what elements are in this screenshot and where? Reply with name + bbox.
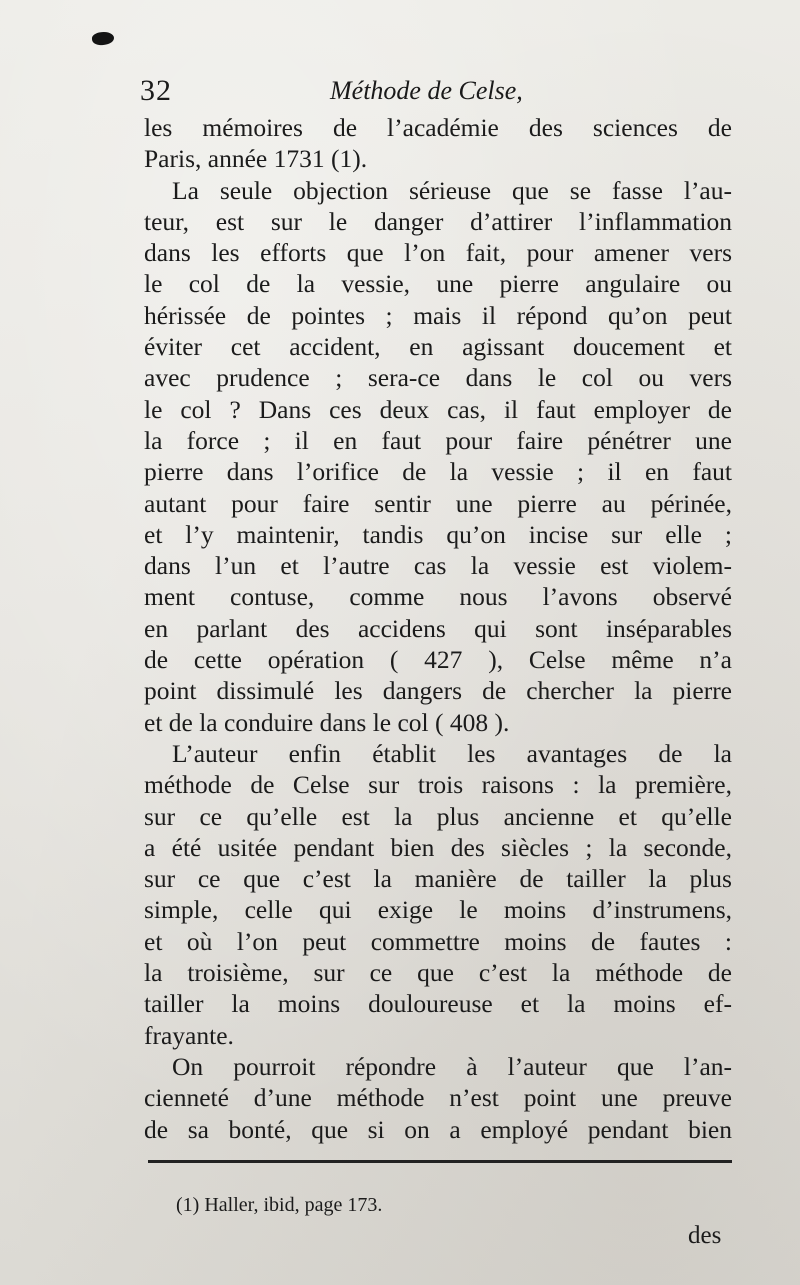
text-line: et où l’on peut commettre moins de fautes : xyxy=(144,926,732,956)
body-text xyxy=(144,112,732,1145)
text-line: et l’y maintenir, tandis qu’on incise sur elle ; xyxy=(144,519,732,549)
text-line: Paris, année 1731 (1). xyxy=(144,144,368,174)
text-line: autant pour faire sentir une pierre au périnée, xyxy=(144,488,732,518)
text-line: dans l’un et l’autre cas la vessie est violem- xyxy=(144,551,732,581)
text-line: L’auteur enfin établit les avantages de la xyxy=(172,738,732,768)
text-line: la force ; il en faut pour faire pénétrer une xyxy=(144,425,732,455)
text-line: La seule objection sérieuse que se fasse l’au- xyxy=(172,175,732,205)
text-line: simple, celle qui exige le moins d’instrumens, xyxy=(144,895,732,925)
text-line: et de la conduire dans le col ( 408 ). xyxy=(144,707,510,737)
footnote-rule xyxy=(148,1160,732,1163)
footnote: (1) Haller, ibid, page 173. xyxy=(176,1194,383,1216)
text-line: la troisième, sur ce que c’est la méthode de xyxy=(144,958,732,988)
text-line: point dissimulé les dangers de chercher la pierre xyxy=(144,676,732,706)
text-line: en parlant des accidens qui sont inséparables xyxy=(144,613,732,643)
text-line: de sa bonté, que si on a employé pendant bien xyxy=(144,1114,732,1144)
catchword: des xyxy=(688,1222,722,1249)
page-number: 32 xyxy=(140,74,172,107)
running-title: Méthode de Celse, xyxy=(330,76,523,105)
text-line: teur, est sur le danger d’attirer l’inflammation xyxy=(144,206,732,236)
text-line: avec prudence ; sera-ce dans le col ou vers xyxy=(144,363,732,393)
text-line: le col ? Dans ces deux cas, il faut employer de xyxy=(144,394,732,424)
text-line: éviter cet accident, en agissant doucement et xyxy=(144,332,732,362)
ink-blot xyxy=(91,31,114,46)
text-line: le col de la vessie, une pierre angulaire ou xyxy=(144,269,732,299)
text-line: dans les efforts que l’on fait, pour amener vers xyxy=(144,238,732,268)
text-line: ment contuse, comme nous l’avons observé xyxy=(144,582,732,612)
text-line: pierre dans l’orifice de la vessie ; il en faut xyxy=(144,457,732,487)
page-header xyxy=(140,74,750,114)
text-line: méthode de Celse sur trois raisons : la première, xyxy=(144,770,732,800)
text-line: a été usitée pendant bien des siècles ; la seconde, xyxy=(144,832,732,862)
text-line: sur ce qu’elle est la plus ancienne et qu’elle xyxy=(144,801,732,831)
text-line: sur ce que c’est la manière de tailler la plus xyxy=(144,864,732,894)
text-line: hérissée de pointes ; mais il répond qu’on peut xyxy=(144,300,732,330)
text-line: cienneté d’une méthode n’est point une preuve xyxy=(144,1083,732,1113)
text-line: On pourroit répondre à l’auteur que l’an- xyxy=(172,1051,732,1081)
text-line: tailler la moins douloureuse et la moins ef- xyxy=(144,989,732,1019)
text-line: les mémoires de l’académie des sciences de xyxy=(144,113,732,142)
text-line: frayante. xyxy=(144,1020,234,1050)
text-line: de cette opération ( 427 ), Celse même n’a xyxy=(144,645,732,675)
